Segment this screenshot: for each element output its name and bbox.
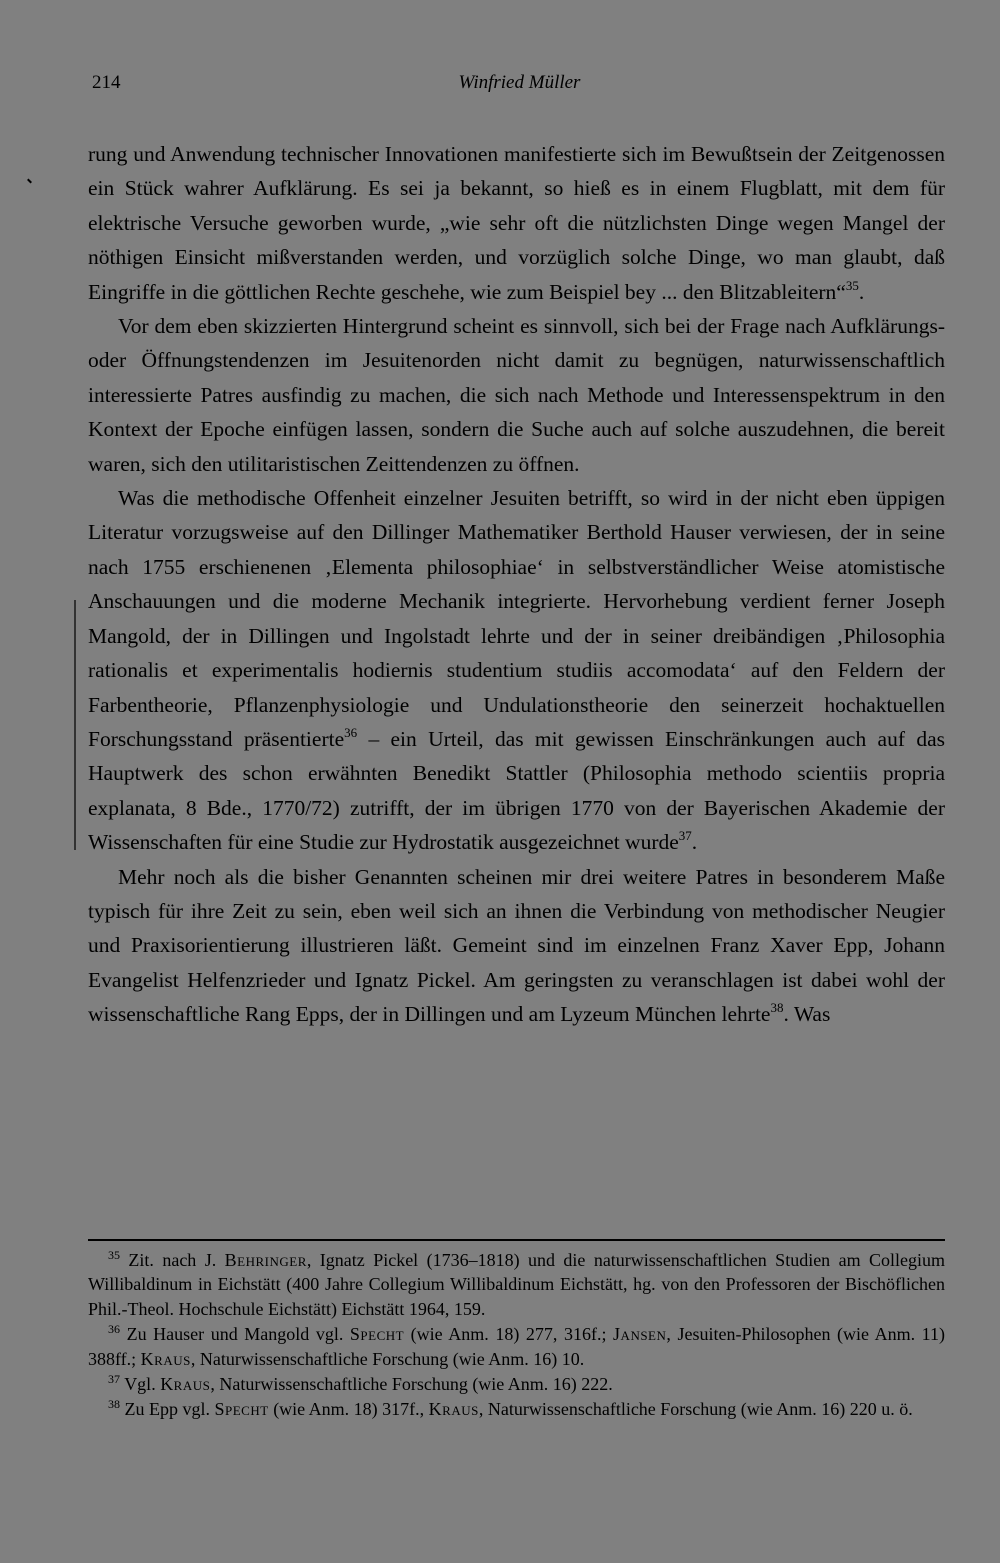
body-text bbox=[88, 137, 945, 1032]
footnote: $^{38}$ Zu Epp vgl. Specht (wie Anm. 18) 317f., Kraus, Naturwissenschaftliche Forschung (wie Anm. 16) 220 u. ö. bbox=[108, 1397, 913, 1420]
paragraph: Vor dem eben skizzierten Hintergrund scheint es sinnvoll, sich bei der Frage nach Aufklärungs- oder Öffnungstendenzen im Jesuitenorden nicht damit zu begnügen, naturwissenschaftlich interessierte Patres ausfindig zu machen, die sich nach Methode und Interessenspektrum in den Kontext der Epoche einfügen lassen, sondern die Suche auch auf solche auszudehnen, die bereit waren, sich den utilitaristischen Zeittendenzen zu öffnen. bbox=[88, 314, 945, 476]
paragraph: Was die methodische Offenheit einzelner Jesuiten betrifft, so wird in der nicht eben üppigen Literatur vorzugsweise auf den Dillinger Mathematiker Berthold Hauser verwiesen, der in seine nach 1755 erschienenen ‚Elementa philosophiae‘ in selbstverständlicher Weise atomistische Anschauungen und die moderne Mechanik integrierte. Hervorhebung verdient ferner Joseph Mangold, der in Dillingen und Ingolstadt lehrte und der in seiner dreibändigen ‚Philosophia rationalis et experimentalis hodiernis studentium studiis accomodata‘ auf den Feldern der Farbentheorie, Pflanzenphysiologie und Undulationstheorie den seinerzeit hochaktuellen Forschungsstand präsentierte$^{36}$ – ein Urteil, das mit gewissen Einschränkungen auch auf das Hauptwerk des schon erwähnten Benedikt Stattler (Philosophia methodo scientiis propria explanata, 8 Bde., 1770/72) zutrifft, der im übrigen 1770 von der Bayerischen Akademie der Wissenschaften für eine Studie zur Hydrostatik ausgezeichnet wurde$^{37}$. bbox=[88, 486, 945, 855]
footnote-ref: 35 bbox=[845, 277, 859, 293]
footnote: $^{37}$ Vgl. Kraus, Naturwissenschaftliche Forschung (wie Anm. 16) 222. bbox=[108, 1372, 613, 1395]
page-number: 214 bbox=[92, 72, 121, 93]
footnotes bbox=[88, 1248, 945, 1423]
footnote-ref: 37 bbox=[678, 828, 692, 844]
margin-line bbox=[74, 600, 76, 850]
paragraph: rung und Anwendung technischer Innovationen manifestierte sich im Bewußtsein der Zeitgenossen ein Stück wahrer Aufklärung. Es sei ja bekannt, so hieß es in einem Flugblatt, mit dem für elektrische Versuche geworben wurde, „wie sehr oft die nützlichsten Dinge wegen Mangel der nöthigen Einsicht mißverstanden werden, und vorzüglich solche Dinge, wo man glaubt, daß Eingriffe in die göttlichen Rechte geschehe, wie zum Beispiel bey ... den Blitzableitern“$^{35}$. bbox=[88, 142, 945, 304]
footnote-ref: 38 bbox=[770, 1000, 784, 1016]
paragraph: Mehr noch als die bisher Genannten scheinen mir drei weitere Patres in besonderem Maße typisch für ihre Zeit zu sein, eben weil sich an ihnen die Verbindung von methodischer Neugier und Praxisorientierung illustrieren läßt. Gemeint sind im einzelnen Franz Xaver Epp, Johann Evangelist Helfenzrieder und Ignatz Pickel. Am geringsten zu veranschlagen ist dabei wohl der wissenschaftliche Rang Epps, der in Dillingen und am Lyzeum München lehrte$^{38}$. Was bbox=[88, 864, 945, 1027]
footnote: $^{36}$ Zu Hauser und Mangold vgl. Specht (wie Anm. 18) 277, 316f.; Jansen, Jesuiten-Philosophen (wie Anm. 11) 388ff.; Kraus, Naturwissenschaftliche Forschung (wie Anm. 16) 10. bbox=[88, 1322, 945, 1369]
page-header bbox=[92, 72, 947, 102]
footnote: $^{35}$ Zit. nach J. Behringer, Ignatz Pickel (1736–1818) und die naturwissenschaftlichen Studien am Collegium Willibaldinum in Eichstätt (400 Jahre Collegium Willibaldinum Eichstätt, hg. von den Professoren der Bischöflichen Phil.-Theol. Hochschule Eichstätt) Eichstätt 1964, 159. bbox=[88, 1248, 945, 1319]
footnote-ref: 36 bbox=[344, 724, 358, 740]
stray-mark bbox=[27, 179, 32, 184]
footnote-rule bbox=[88, 1239, 945, 1241]
running-head: Winfried Müller bbox=[458, 72, 581, 93]
